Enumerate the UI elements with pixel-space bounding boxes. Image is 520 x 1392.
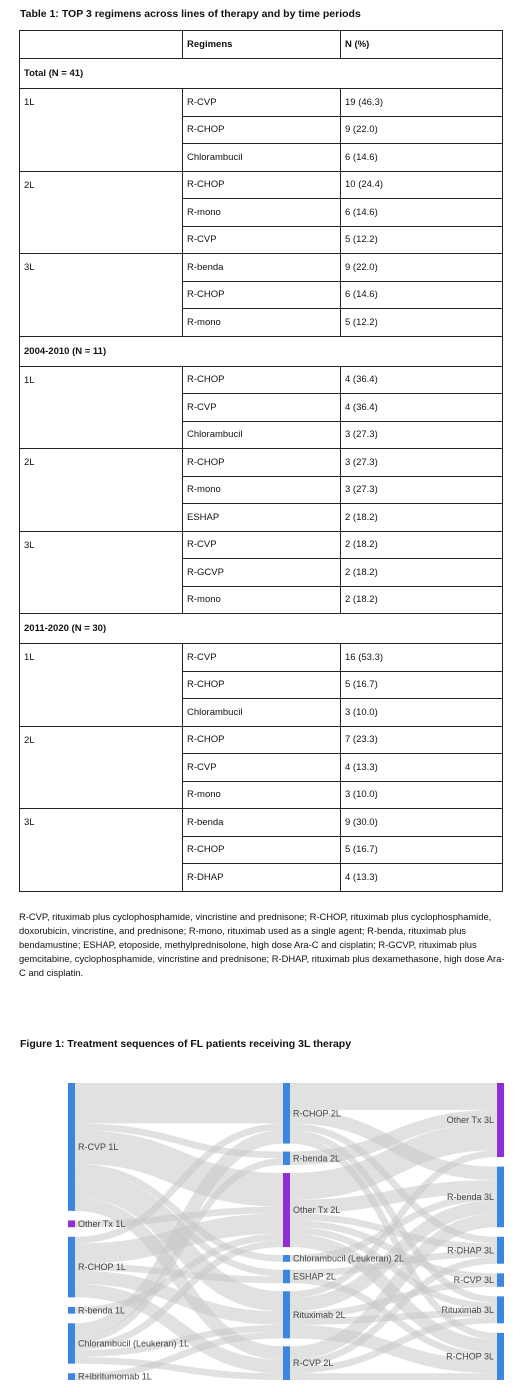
regimen-cell: Chlorambucil: [183, 144, 341, 172]
line-of-therapy: 3L: [20, 254, 183, 337]
regimen-cell: R-CHOP: [183, 171, 341, 199]
sankey-node-label: Rituximab 3L: [441, 1304, 494, 1315]
regimen-cell: Chlorambucil: [183, 421, 341, 449]
line-of-therapy: 2L: [20, 726, 183, 809]
sankey-node: [283, 1173, 290, 1247]
sankey-node: [283, 1255, 290, 1262]
sankey-node-label: R-benda 3L: [446, 1191, 494, 1202]
regimen-cell: R-CVP: [183, 531, 341, 559]
line-of-therapy: 2L: [20, 171, 183, 254]
sankey-node-label: Other Tx 1L: [78, 1218, 126, 1229]
sankey-node: [283, 1346, 290, 1380]
line-of-therapy: 1L: [20, 366, 183, 449]
regimen-cell: R-mono: [183, 199, 341, 227]
sankey-node: [283, 1083, 290, 1144]
n-percent-cell: 4 (36.4): [341, 366, 503, 394]
n-percent-cell: 6 (14.6): [341, 281, 503, 309]
sankey-node: [497, 1237, 504, 1264]
sankey-node-label: Chlorambucil (Leukeran) 1L: [78, 1338, 190, 1349]
regimen-cell: R-mono: [183, 781, 341, 809]
sankey-node-label: R-CHOP 1L: [78, 1262, 126, 1273]
sankey-node: [497, 1333, 504, 1380]
n-percent-cell: 9 (22.0): [341, 254, 503, 282]
sankey-node-label: Other Tx 2L: [293, 1205, 341, 1216]
regimen-cell: R-mono: [183, 586, 341, 614]
sankey-node: [497, 1083, 504, 1157]
sankey-node: [283, 1270, 290, 1283]
sankey-node-label: R-CVP 2L: [293, 1358, 334, 1369]
n-percent-cell: 2 (18.2): [341, 559, 503, 587]
n-percent-cell: 3 (10.0): [341, 781, 503, 809]
regimen-cell: R-CHOP: [183, 449, 341, 477]
section-label: 2011-2020 (N = 30): [20, 614, 503, 644]
n-percent-cell: 6 (14.6): [341, 199, 503, 227]
header-regimens: Regimens: [183, 31, 341, 59]
regimen-cell: R-CHOP: [183, 366, 341, 394]
section-label: 2004-2010 (N = 11): [20, 336, 503, 366]
n-percent-cell: 5 (12.2): [341, 309, 503, 337]
n-percent-cell: 2 (18.2): [341, 586, 503, 614]
sankey-node-label: R-DHAP 3L: [447, 1245, 494, 1256]
regimen-cell: ESHAP: [183, 504, 341, 532]
sankey-node: [497, 1273, 504, 1286]
n-percent-cell: 5 (16.7): [341, 836, 503, 864]
n-percent-cell: 6 (14.6): [341, 144, 503, 172]
header-n-percent: N (%): [341, 31, 503, 59]
n-percent-cell: 3 (10.0): [341, 699, 503, 727]
regimen-cell: R-CHOP: [183, 726, 341, 754]
sankey-node-label: R-CHOP 2L: [293, 1108, 341, 1119]
regimen-cell: R-DHAP: [183, 864, 341, 892]
line-of-therapy: 1L: [20, 644, 183, 727]
n-percent-cell: 19 (46.3): [341, 89, 503, 117]
line-of-therapy: 1L: [20, 89, 183, 172]
sankey-node-label: R-CVP 3L: [453, 1275, 494, 1286]
regimen-cell: R-CVP: [183, 226, 341, 254]
n-percent-cell: 9 (22.0): [341, 116, 503, 144]
regimen-cell: R-CHOP: [183, 671, 341, 699]
regimen-cell: R-mono: [183, 476, 341, 504]
regimen-cell: R-benda: [183, 809, 341, 837]
sankey-node: [68, 1237, 75, 1298]
n-percent-cell: 7 (23.3): [341, 726, 503, 754]
n-percent-cell: 9 (30.0): [341, 809, 503, 837]
regimen-cell: R-mono: [183, 309, 341, 337]
sankey-node-label: R+ibritumomab 1L: [78, 1371, 152, 1382]
sankey-node: [68, 1083, 75, 1211]
section-label: Total (N = 41): [20, 59, 503, 89]
regimen-cell: R-CVP: [183, 394, 341, 422]
regimen-cell: R-CVP: [183, 89, 341, 117]
n-percent-cell: 4 (13.3): [341, 754, 503, 782]
n-percent-cell: 3 (27.3): [341, 449, 503, 477]
line-of-therapy: 3L: [20, 809, 183, 892]
sankey-node: [283, 1291, 290, 1338]
regimen-cell: R-GCVP: [183, 559, 341, 587]
sankey-node-label: Chlorambucil (Leukeran) 2L: [293, 1253, 405, 1264]
n-percent-cell: 16 (53.3): [341, 644, 503, 672]
sankey-node: [68, 1323, 75, 1363]
n-percent-cell: 5 (16.7): [341, 671, 503, 699]
regimen-cell: R-CHOP: [183, 281, 341, 309]
figure-title: Figure 1: Treatment sequences of FL patients receiving 3L therapy: [20, 1038, 352, 1050]
regimen-cell: R-benda: [183, 254, 341, 282]
n-percent-cell: 4 (13.3): [341, 864, 503, 892]
n-percent-cell: 4 (36.4): [341, 394, 503, 422]
n-percent-cell: 5 (12.2): [341, 226, 503, 254]
regimen-cell: R-CVP: [183, 644, 341, 672]
sankey-node: [68, 1307, 75, 1314]
regimen-cell: R-CHOP: [183, 116, 341, 144]
sankey-node: [497, 1167, 504, 1228]
sankey-node-label: ESHAP 2L: [293, 1271, 336, 1282]
sankey-node-label: R-benda 2L: [293, 1153, 341, 1164]
n-percent-cell: 3 (27.3): [341, 421, 503, 449]
n-percent-cell: 10 (24.4): [341, 171, 503, 199]
table-footnote: R-CVP, rituximab plus cyclophosphamide, vincristine and prednisone; R-CHOP, rituximab plus cyclophosphamide, doxorubicin, vincristine, and prednisone; R-mono, rituximab used as a single agent; R-benda, rituximab plus bendamustine; ESHAP, etoposide, methylprednisolone, high dose Ara-C and cisplatin; R-GCVP, rituximab plus gemcitabine, cyclophosphamide, vincristine and prednisone; R-DHAP, rituximab plus dexamethasone, high dose Ara-C and cisplatin.: [19, 911, 505, 978]
regimen-cell: R-CVP: [183, 754, 341, 782]
line-of-therapy: 2L: [20, 449, 183, 532]
line-of-therapy: 3L: [20, 531, 183, 614]
regimen-cell: Chlorambucil: [183, 699, 341, 727]
n-percent-cell: 2 (18.2): [341, 504, 503, 532]
sankey-node: [68, 1220, 75, 1227]
sankey-node-label: Rituximab 2L: [293, 1309, 346, 1320]
regimen-cell: R-CHOP: [183, 836, 341, 864]
sankey-node: [68, 1373, 75, 1380]
sankey-node-label: R-CHOP 3L: [446, 1351, 494, 1362]
sankey-node: [283, 1152, 290, 1165]
sankey-node: [497, 1296, 504, 1323]
table-title: Table 1: TOP 3 regimens across lines of therapy and by time periods: [20, 8, 361, 20]
sankey-node-label: R-CVP 1L: [78, 1141, 119, 1152]
sankey-node-label: Other Tx 3L: [446, 1115, 494, 1126]
n-percent-cell: 2 (18.2): [341, 531, 503, 559]
n-percent-cell: 3 (27.3): [341, 476, 503, 504]
sankey-node-label: R-benda 1L: [78, 1305, 126, 1316]
